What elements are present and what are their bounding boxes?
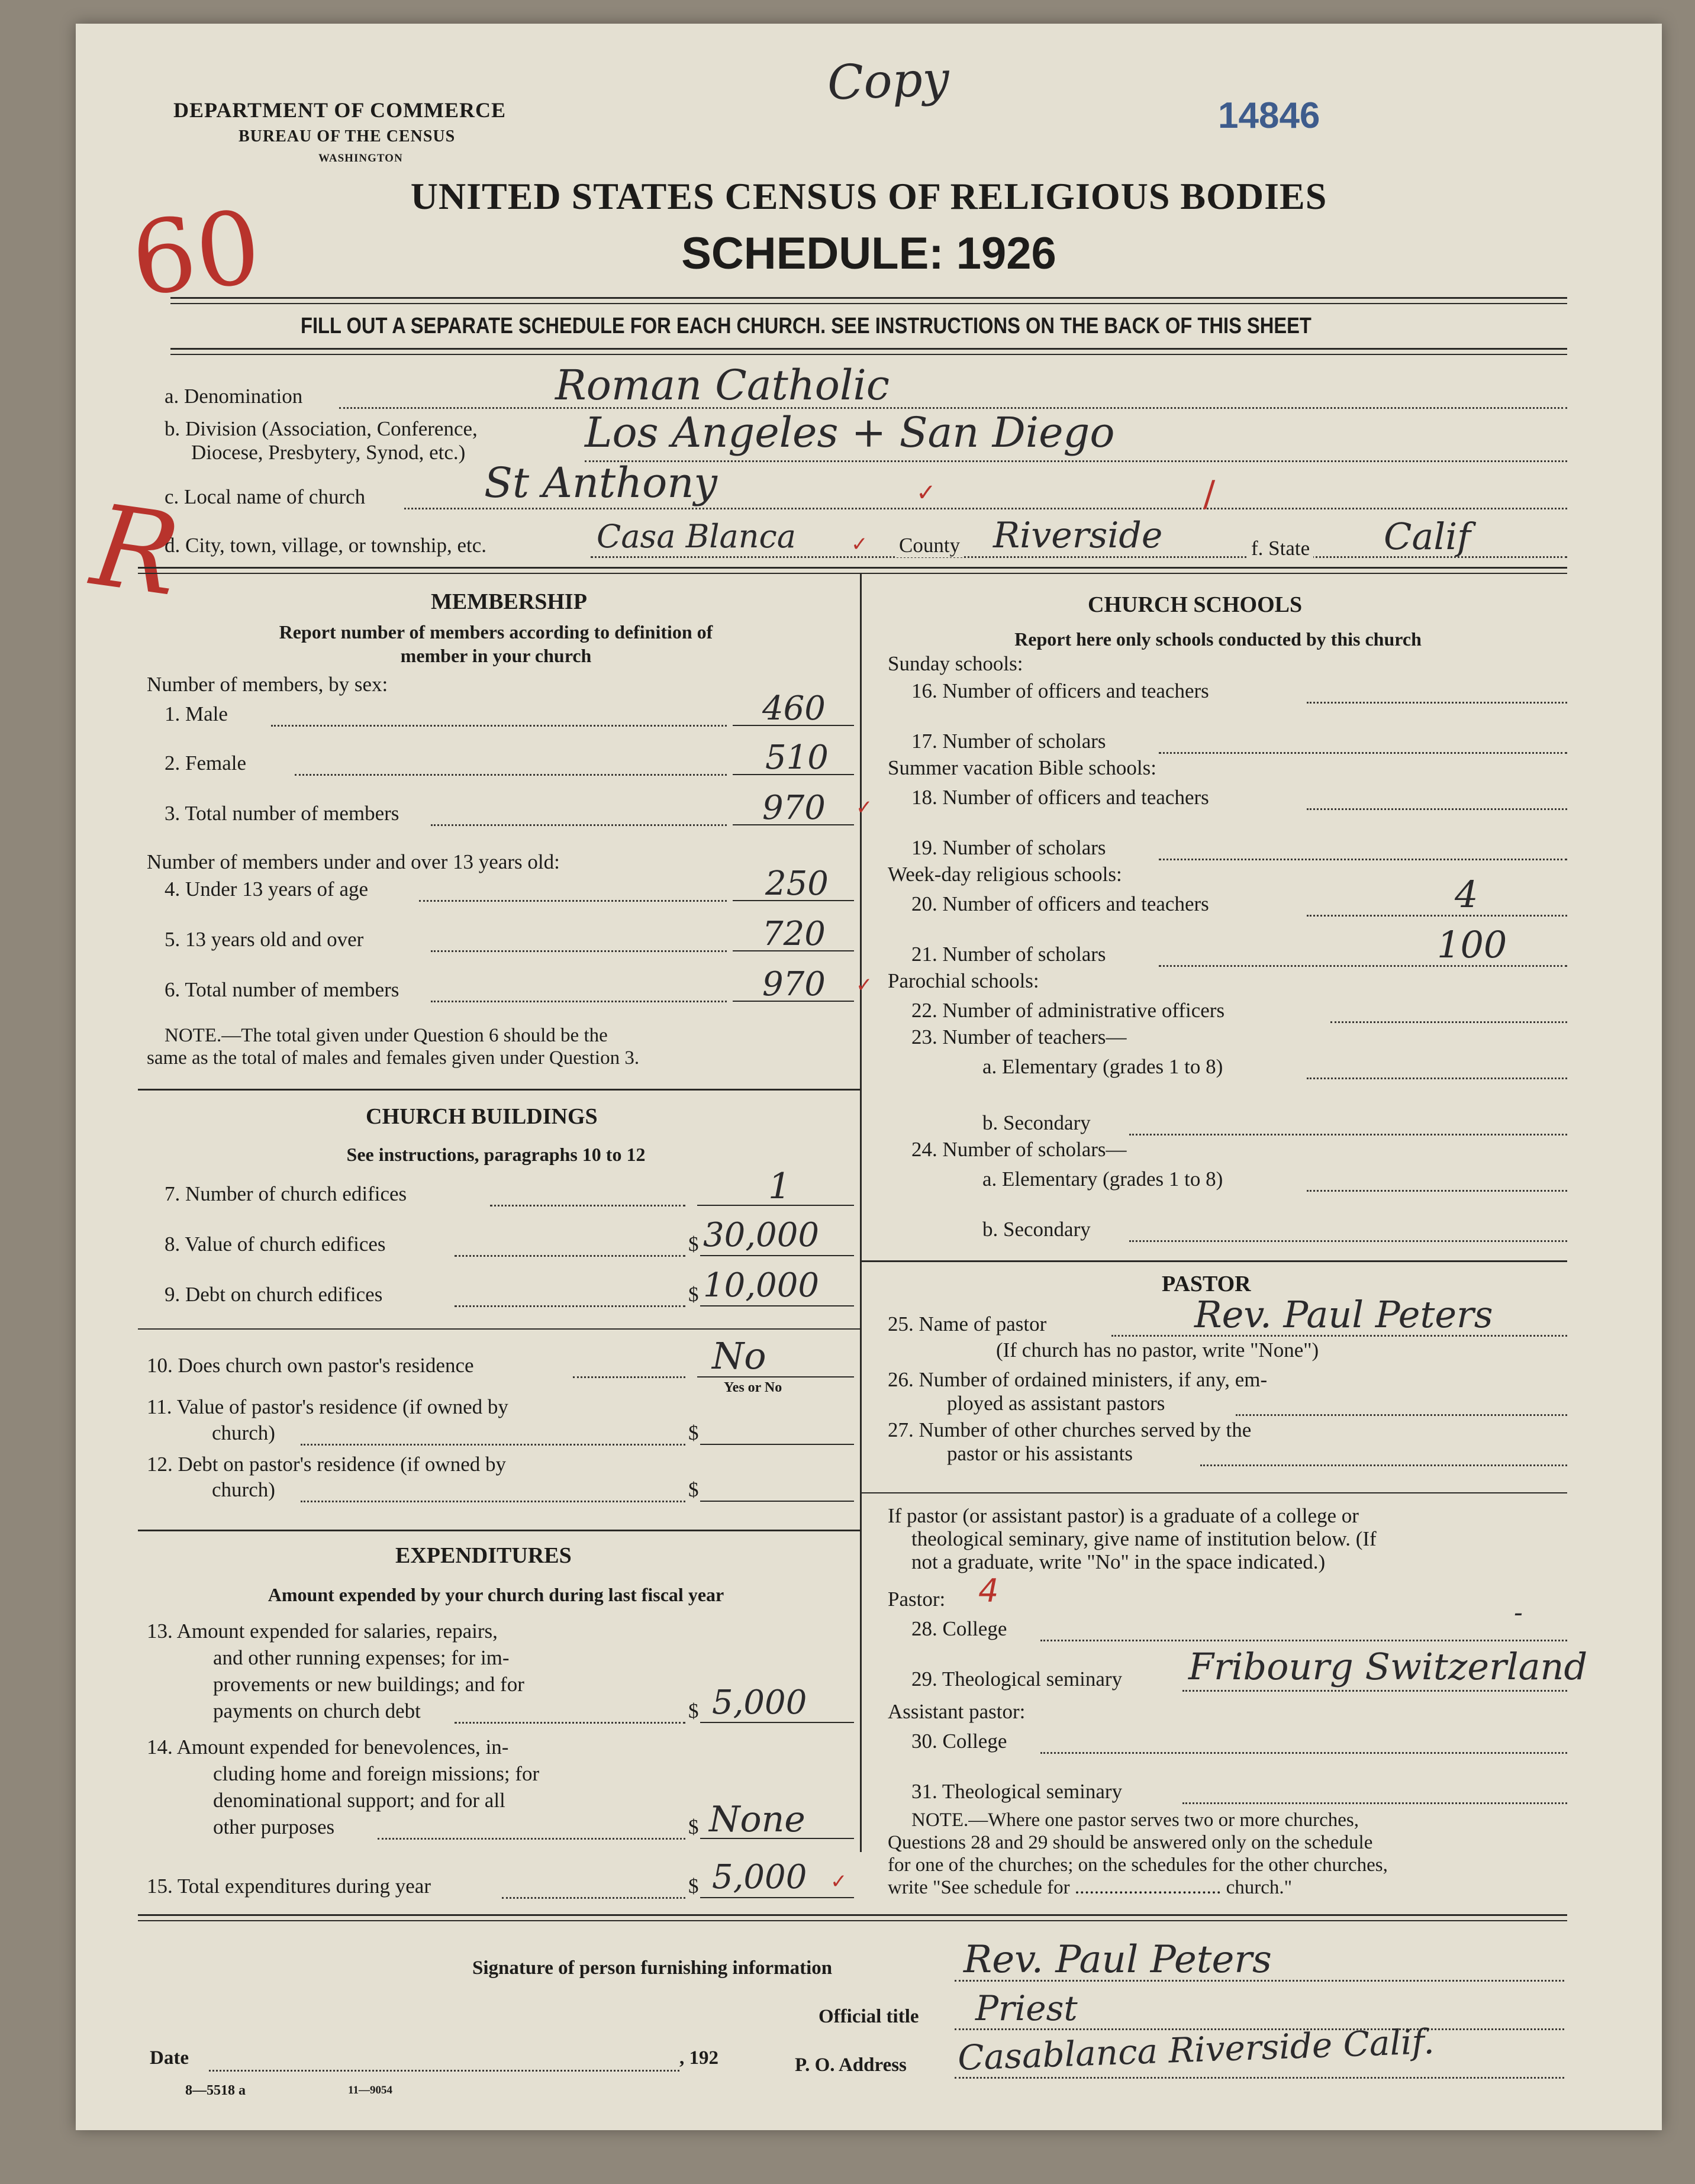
running-expenses-label: 13. Amount expended for salaries, repairs,	[147, 1620, 498, 1643]
local-church-name-value: St Anthony	[484, 459, 717, 507]
admin-officers-label: 22. Number of administrative officers	[911, 999, 1225, 1022]
pastor-name-label: 25. Name of pastor	[888, 1312, 1047, 1335]
red-check-mark: ✓	[856, 796, 873, 820]
pastor-seminary-label: 29. Theological seminary	[911, 1667, 1123, 1691]
city-value: Casa Blanca	[597, 518, 796, 555]
benevolences-label-cont: cluding home and foreign missions; for	[213, 1762, 540, 1785]
residence-value-label-cont: church)	[212, 1421, 275, 1444]
copy-handwritten-note: Copy	[826, 51, 950, 111]
county-value: Riverside	[993, 515, 1163, 556]
benevolences-label: 14. Amount expended for benevolences, in-	[147, 1735, 509, 1759]
fill-line	[585, 460, 1567, 462]
fill-line	[455, 1722, 685, 1724]
fill-line	[1307, 808, 1567, 810]
weekday-schools-label: Week-day religious schools:	[888, 863, 1122, 886]
dollar-sign: $	[688, 1875, 699, 1898]
running-expenses-label-cont: payments on church debt	[213, 1699, 421, 1722]
weekday-scholars-label: 21. Number of scholars	[911, 943, 1106, 966]
owns-residence-label: 10. Does church own pastor's residence	[147, 1354, 474, 1377]
fill-line	[378, 1838, 685, 1840]
red-check-mark: ✓	[851, 533, 868, 556]
total-members-count-2: 970	[762, 965, 826, 1004]
assistant-college-label: 30. College	[911, 1730, 1007, 1753]
divider	[860, 1260, 1567, 1262]
summer-schools-label: Summer vacation Bible schools:	[888, 756, 1156, 779]
running-expenses-label-cont: and other running expenses; for im-	[213, 1646, 510, 1669]
total-expenditures-amount: 5,000	[712, 1858, 807, 1896]
female-label: 2. Female	[165, 751, 247, 775]
membership-note-cont: same as the total of males and females given under Question 3.	[147, 1047, 640, 1069]
teachers-elementary-label: a. Elementary (grades 1 to 8)	[982, 1055, 1223, 1078]
fill-line	[1307, 915, 1567, 917]
fill-line	[1236, 1414, 1567, 1416]
graduate-instructions-cont: theological seminary, give name of institution below. (If	[911, 1527, 1377, 1550]
buildings-heading: CHURCH BUILDINGS	[366, 1104, 598, 1129]
divider	[138, 1914, 1567, 1916]
sunday-officers-label: 16. Number of officers and teachers	[911, 679, 1209, 702]
fill-line	[1159, 752, 1567, 754]
date-label: Date	[150, 2047, 189, 2069]
assistant-pastor-subsection-label: Assistant pastor:	[888, 1700, 1026, 1723]
fill-line	[1307, 1190, 1567, 1192]
members-by-sex-label: Number of members, by sex:	[147, 673, 388, 696]
over-13-count: 720	[762, 915, 826, 953]
running-expenses-label-cont: provements or new buildings; and for	[213, 1673, 524, 1696]
fill-line	[1040, 1752, 1567, 1754]
weekday-officers-label: 20. Number of officers and teachers	[911, 892, 1209, 915]
over-13-label: 5. 13 years old and over	[165, 928, 364, 951]
divider	[138, 1328, 860, 1330]
dollar-sign: $	[688, 1478, 699, 1501]
edifice-value: 30,000	[703, 1216, 819, 1254]
schools-subheading: Report here only schools conducted by this church	[1014, 628, 1422, 650]
pastor-heading: PASTOR	[1162, 1272, 1251, 1296]
official-title-label: Official title	[819, 2006, 919, 2027]
po-address-value: Casablanca Riverside Calif.	[957, 2021, 1435, 2079]
fill-line	[490, 1205, 685, 1206]
edifice-debt-label: 9. Debt on church edifices	[165, 1283, 383, 1306]
division-label: b. Division (Association, Conference,	[165, 417, 478, 440]
membership-note: NOTE.—The total given under Question 6 should be the	[165, 1025, 608, 1046]
expenditures-subheading: Amount expended by your church during last fiscal year	[268, 1584, 724, 1605]
under-13-count: 250	[765, 864, 829, 903]
divider	[170, 297, 1567, 299]
summer-scholars-label: 19. Number of scholars	[911, 836, 1106, 859]
county-label: County	[895, 534, 963, 557]
total-members-label: 3. Total number of members	[165, 802, 399, 825]
document-number: 14846	[1218, 95, 1320, 136]
division-value: Los Angeles + San Diego	[585, 408, 1115, 457]
answer-line	[700, 1897, 854, 1898]
print-number: 11—9054	[348, 2084, 392, 2096]
denomination-label: a. Denomination	[165, 385, 303, 408]
total-members-count: 970	[762, 789, 826, 827]
scholars-label: 24. Number of scholars—	[911, 1138, 1127, 1161]
assistant-pastors-label-cont: ployed as assistant pastors	[947, 1392, 1165, 1415]
yes-no-caption: Yes or No	[724, 1380, 782, 1395]
census-schedule-sheet	[76, 24, 1662, 2130]
state-label: f. State	[1248, 537, 1313, 560]
answer-line	[700, 1305, 854, 1306]
divider	[138, 1530, 860, 1531]
divider	[860, 1492, 1567, 1493]
teachers-label: 23. Number of teachers—	[911, 1025, 1127, 1049]
denomination-value: Roman Catholic	[555, 361, 890, 409]
fill-line	[455, 1305, 685, 1307]
residence-debt-label-cont: church)	[212, 1478, 275, 1501]
date-year-suffix: , 192	[679, 2047, 718, 2069]
signature-label: Signature of person furnishing information	[472, 1957, 833, 1979]
no-pastor-note: (If church has no pastor, write "None")	[996, 1338, 1319, 1362]
weekday-scholars-count: 100	[1437, 923, 1507, 966]
under-13-label: 4. Under 13 years of age	[165, 878, 369, 901]
fill-line	[1129, 1240, 1567, 1242]
page-title: UNITED STATES CENSUS OF RELIGIOUS BODIES	[410, 175, 1327, 217]
pastor-note-cont: for one of the churches; on the schedules for the other churches,	[888, 1854, 1388, 1876]
pastor-note-cont: Questions 28 and 29 should be answered only on the schedule	[888, 1832, 1373, 1853]
divider	[170, 354, 1567, 355]
fill-line	[573, 1376, 685, 1378]
fill-line	[1182, 1690, 1567, 1692]
divider	[138, 573, 1567, 574]
sunday-scholars-label: 17. Number of scholars	[911, 730, 1106, 753]
membership-subheading: Report number of members according to definition of	[279, 621, 713, 643]
fill-line	[209, 2070, 679, 2072]
fill-line	[431, 1001, 727, 1002]
fill-line	[431, 824, 727, 826]
pastor-college-mark: -	[1514, 1598, 1523, 1628]
owns-residence-answer: No	[712, 1334, 766, 1377]
city-label: d. City, town, village, or township, etc.	[165, 534, 487, 557]
fill-line	[955, 2077, 1564, 2079]
answer-line	[700, 1501, 854, 1502]
fill-line	[404, 508, 1567, 509]
pastor-note-cont: write "See schedule for .............................. church."	[888, 1877, 1293, 1898]
fill-line	[1307, 1078, 1567, 1079]
washington-heading: WASHINGTON	[318, 152, 403, 164]
signature-value: Rev. Paul Peters	[963, 1938, 1272, 1982]
division-label-cont: Diocese, Presbytery, Synod, etc.)	[191, 441, 466, 464]
fill-line	[271, 725, 727, 727]
fill-line	[1200, 1464, 1567, 1466]
graduate-instructions: If pastor (or assistant pastor) is a graduate of a college or	[888, 1504, 1359, 1527]
column-divider	[860, 574, 862, 1852]
weekday-officers-count: 4	[1455, 873, 1478, 916]
membership-subheading: member in your church	[400, 645, 592, 666]
divider	[170, 348, 1567, 350]
scholars-secondary-label: b. Secondary	[982, 1218, 1091, 1241]
fill-line	[502, 1897, 685, 1899]
dollar-sign: $	[688, 1815, 699, 1838]
other-churches-label: 27. Number of other churches served by the	[888, 1418, 1252, 1441]
benevolences-label-cont: denominational support; and for all	[213, 1789, 505, 1812]
fill-line	[1307, 702, 1567, 704]
official-title-value: Priest	[975, 1988, 1078, 2028]
total-members-label-2: 6. Total number of members	[165, 978, 399, 1001]
expenditures-heading: EXPENDITURES	[395, 1543, 572, 1568]
parochial-schools-label: Parochial schools:	[888, 969, 1039, 992]
red-mark-60: 60	[126, 189, 266, 319]
pastor-name-value: Rev. Paul Peters	[1194, 1293, 1493, 1336]
graduate-instructions-cont: not a graduate, write "No" in the space indicated.)	[911, 1550, 1326, 1573]
fill-line	[419, 900, 727, 902]
answer-line	[700, 1255, 854, 1256]
other-churches-label-cont: pastor or his assistants	[947, 1442, 1133, 1465]
edifice-value-label: 8. Value of church edifices	[165, 1233, 386, 1256]
residence-debt-label: 12. Debt on pastor's residence (if owned by	[147, 1453, 506, 1476]
edifices-label: 7. Number of church edifices	[165, 1182, 407, 1205]
red-check-mark: ✓	[856, 973, 873, 997]
female-count: 510	[765, 738, 829, 777]
fill-line	[1182, 1802, 1567, 1804]
red-check-mark: ✓	[916, 479, 936, 507]
divider	[138, 567, 1567, 569]
divider	[138, 1089, 860, 1091]
total-expenditures-label: 15. Total expenditures during year	[147, 1875, 431, 1898]
divider	[138, 1920, 1567, 1921]
residence-value-label: 11. Value of pastor's residence (if owned by	[147, 1395, 508, 1418]
red-mark-r: R	[85, 480, 187, 621]
male-count: 460	[762, 689, 826, 728]
fill-line	[1159, 859, 1567, 860]
dollar-sign: $	[688, 1421, 699, 1444]
assistant-seminary-label: 31. Theological seminary	[911, 1780, 1123, 1803]
benevolences-amount: None	[709, 1799, 805, 1840]
edifice-debt: 10,000	[703, 1266, 819, 1305]
pastor-subsection-label: Pastor:	[888, 1588, 946, 1611]
assistant-pastors-label: 26. Number of ordained ministers, if any, em-	[888, 1368, 1268, 1391]
answer-line	[700, 1722, 854, 1723]
department-heading: DEPARTMENT OF COMMERCE	[173, 98, 507, 122]
fill-line	[301, 1501, 685, 1502]
state-value: Calif	[1384, 515, 1471, 558]
fill-line	[431, 950, 727, 952]
fill-line	[455, 1255, 685, 1257]
bureau-heading: BUREAU OF THE CENSUS	[239, 127, 456, 146]
fill-line	[1330, 1021, 1567, 1023]
dollar-sign: $	[688, 1283, 699, 1306]
po-address-label: P. O. Address	[795, 2054, 907, 2076]
red-check-mark: ✓	[830, 1870, 848, 1893]
fill-line	[1129, 1134, 1567, 1135]
pastor-college-label: 28. College	[911, 1617, 1007, 1640]
teachers-secondary-label: b. Secondary	[982, 1111, 1091, 1134]
running-expenses-amount: 5,000	[712, 1683, 807, 1722]
fill-line	[301, 1444, 685, 1446]
buildings-subheading: See instructions, paragraphs 10 to 12	[346, 1144, 646, 1165]
benevolences-label-cont: other purposes	[213, 1815, 335, 1838]
local-church-name-label: c. Local name of church	[165, 485, 366, 508]
membership-heading: MEMBERSHIP	[431, 589, 587, 614]
pastor-seminary-value: Fribourg Switzerland	[1188, 1645, 1588, 1688]
answer-line	[700, 1444, 854, 1445]
divider	[170, 303, 1567, 304]
schools-heading: CHURCH SCHOOLS	[1088, 592, 1303, 617]
dollar-sign: $	[688, 1699, 699, 1722]
red-mark: 4	[978, 1572, 999, 1609]
scholars-elementary-label: a. Elementary (grades 1 to 8)	[982, 1167, 1223, 1191]
pastor-note: NOTE.—Where one pastor serves two or more churches,	[911, 1809, 1359, 1831]
fill-line	[1040, 1640, 1567, 1641]
male-label: 1. Male	[165, 702, 228, 725]
red-check-mark: /	[1203, 473, 1216, 515]
members-by-age-label: Number of members under and over 13 years old:	[147, 850, 560, 873]
instruction-line: FILL OUT A SEPARATE SCHEDULE FOR EACH CHURCH. SEE INSTRUCTIONS ON THE BACK OF THIS SHEET	[301, 314, 1311, 338]
dollar-sign: $	[688, 1233, 699, 1256]
sunday-schools-label: Sunday schools:	[888, 652, 1023, 675]
fill-line	[295, 774, 727, 776]
form-number: 8—5518 a	[185, 2083, 246, 2098]
summer-officers-label: 18. Number of officers and teachers	[911, 786, 1209, 809]
schedule-title: SCHEDULE: 1926	[681, 228, 1056, 279]
edifices-count: 1	[768, 1166, 791, 1207]
